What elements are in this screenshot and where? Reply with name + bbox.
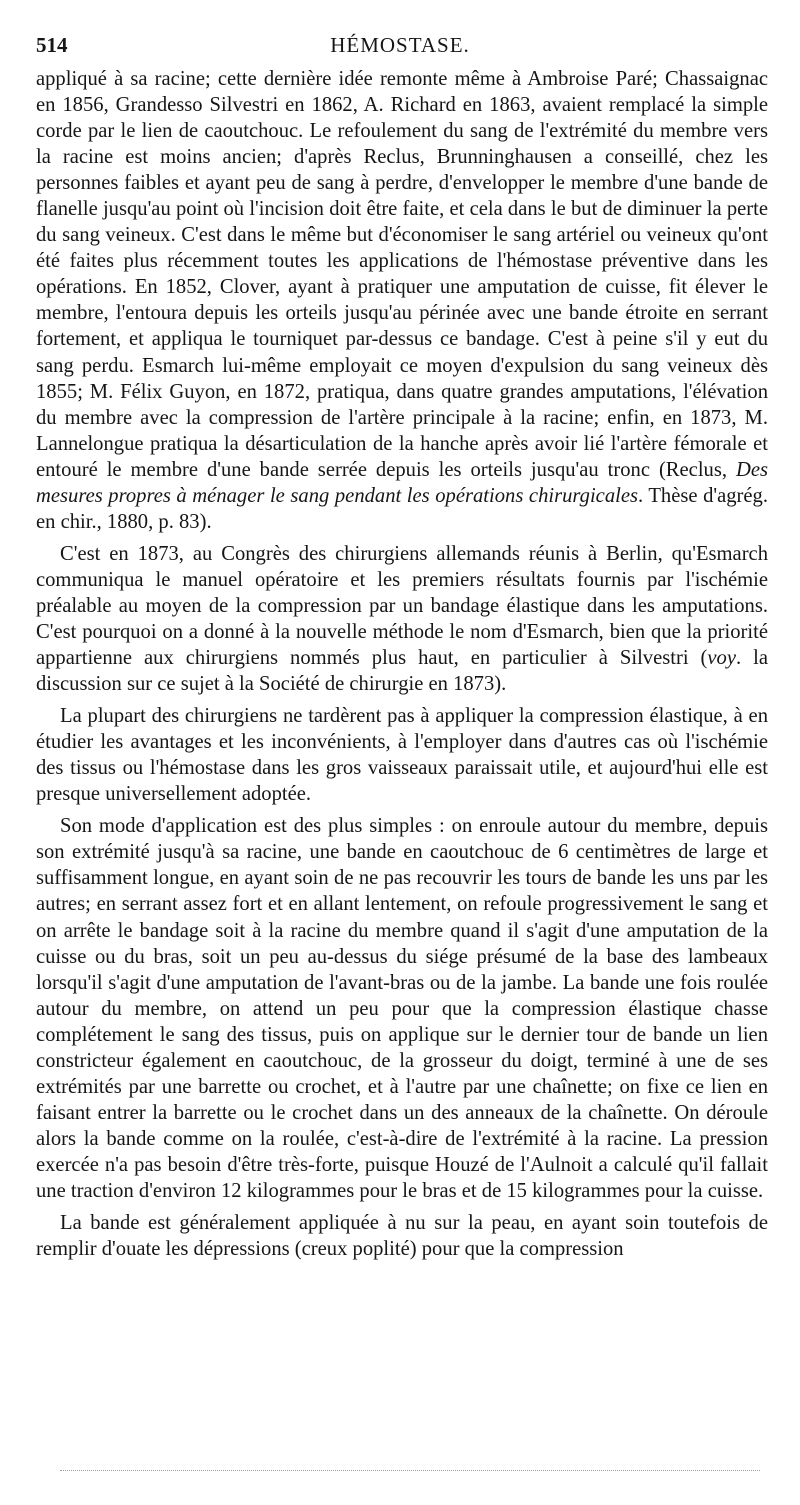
paragraph-text-end: . la discussion sur ce sujet à la Société de chirurgie en 1873). bbox=[36, 647, 768, 696]
page-number: 514 bbox=[36, 33, 68, 57]
footer-divider bbox=[60, 1470, 760, 1472]
paragraph bbox=[36, 541, 768, 697]
paragraph-text: appliqué à sa racine; cette dernière idée remonte même à Ambroise Paré; Chassaignac en 1856, Grandesso Silvestri en 1862, A. Richard en 1863, avaient remplacé la simple corde par le lien de caoutchouc. Le refoulement du sang de l'extrémité du membre vers la racine est moins ancien; d'après Reclus, Brunninghausen a conseillé, chez les personnes faibles et ayant peu de sang à perdre, d'envelopper le membre d'une bande de flanelle jusqu'au point où l'incision doit être faite, et cela dans le but de diminuer la perte du sang veineux. C'est dans le même but d'économiser le sang artériel ou veineux qu'ont été faites plus récemment toutes les applications de l'hémostase préventive dans les opérations. En 1852, Clover, ayant à pratiquer une amputation de cuisse, fit élever le membre, l'entoura depuis les orteils jusqu'au périnée avec une bande étroite en serrant fortement, et appliqua le tourniquet par-dessus ce bandage. C'est à peine s'il y eut du sang perdu. Esmarch lui-même employait ce moyen d'expulsion du sang veineux dès 1855; M. Félix Guyon, en 1872, pratiqua, dans quatre grandes amputations, l'élévation du membre avec la compression de l'artère principale à la racine; enfin, en 1873, M. Lannelongue pratiqua la désarticulation de la hanche après avoir lié l'artère fémorale et entouré le membre d'une bande serrée depuis les orteils jusqu'au tronc (Reclus, bbox=[36, 68, 768, 481]
citation-title: Des mesures propres à ménager le sang pendant les opérations chirurgicales bbox=[36, 458, 768, 507]
page-header bbox=[36, 30, 764, 60]
paragraph-text: Son mode d'application est des plus simples : on enroule autour du membre, depuis son extrémité jusqu'à sa racine, une bande en caoutchouc de 6 centimètres de large et suffisamment longue, en ayant soin de ne pas recouvrir les tours de bande les uns par les autres; en serrant assez fort et en allant lentement, on refoule progressivement le sang et on arrête le bandage soit à la racine du membre quand il s'agit d'une amputation de la cuisse ou du bras, soit un peu au-dessus du siége présumé de la base des lambeaux lorsqu'il s'agit d'une amputation de l'avant-bras ou de la jambe. La bande une fois roulée autour du membre, on attend un peu pour que la compression élastique chasse complétement le sang des tissus, puis on applique sur le dernier tour de bande un lien constricteur également en caoutchouc, de la grosseur du doigt, terminé à une de ses extrémités par une barrette ou crochet, et à l'autre par une chaînette; on fixe ce lien en faisant entrer la barrette ou le crochet dans un des anneaux de la chaînette. On déroule alors la bande comme on la roulée, c'est-à-dire de l'extrémité à la racine. La pression exercée n'a pas besoin d'être très-forte, puisque Houzé de l'Aulnoit a calculé qu'il fallait une traction d'environ 12 kilogrammes pour le bras et de 15 kilogrammes pour la cuisse. bbox=[36, 815, 768, 1202]
paragraph bbox=[36, 703, 768, 807]
paragraph-text: La plupart des chirurgiens ne tardèrent pas à appliquer la compression élastique, à en étudier les avantages et les inconvénients, à l'employer dans d'autres cas où l'ischémie des tissus ou l'hémostase dans les gros vaisseaux paraissait utile, et aujourd'hui elle est presque universellement adoptée. bbox=[36, 705, 768, 806]
paragraph bbox=[36, 66, 768, 535]
italic-abbreviation: voy bbox=[707, 647, 736, 670]
paragraph bbox=[36, 813, 768, 1204]
running-title: HÉMOSTASE. bbox=[330, 33, 470, 57]
body-text bbox=[36, 66, 768, 1268]
paragraph-text: La bande est généralement appliquée à nu sur la peau, en ayant soin toutefois de remplir d'ouate les dépressions (creux poplité) pour que la compression bbox=[36, 1212, 768, 1261]
paragraph-text-end: . Thèse d'agrég. en chir., 1880, p. 83). bbox=[36, 484, 768, 533]
paragraph-text: C'est en 1873, au Congrès des chirurgiens allemands réunis à Berlin, qu'Esmarch communiqua le manuel opératoire et les premiers résultats fournis par l'ischémie préalable au moyen de la compression par un bandage élastique dans les amputations. C'est pourquoi on a donné à la nouvelle méthode le nom d'Esmarch, bien que la priorité appartienne aux chirurgiens nommés plus haut, en particulier à Silvestri ( bbox=[36, 542, 768, 670]
paragraph bbox=[36, 1210, 768, 1262]
